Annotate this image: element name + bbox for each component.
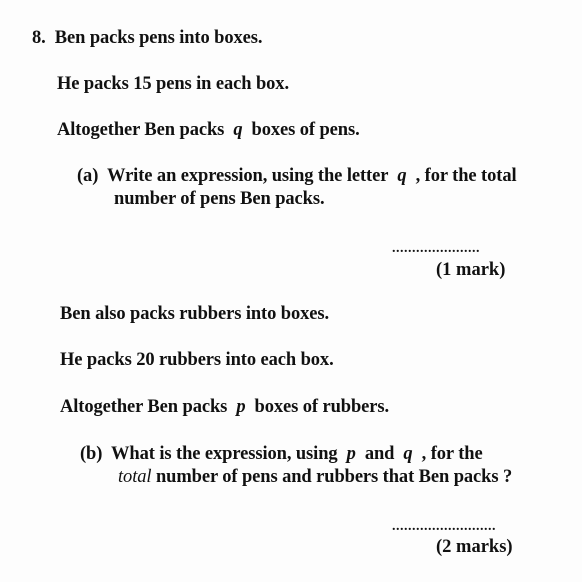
emphasized-total: total — [118, 467, 152, 487]
part-b-label: (b) — [80, 444, 103, 464]
rubbers-per-box-text: He packs 20 rubbers into each box. — [60, 350, 334, 370]
answer-line-a: ...................... — [392, 241, 480, 256]
marks-a: (1 mark) — [436, 260, 506, 280]
question-intro: Ben packs pens into boxes. — [54, 28, 263, 48]
pens-per-box-text: He packs 15 pens in each box. — [57, 74, 289, 94]
marks-b: (2 marks) — [436, 537, 513, 557]
rubbers-total-text: Altogether Ben packs p boxes of rubbers. — [60, 397, 390, 417]
variable-p: p — [236, 397, 246, 417]
variable-q: q — [233, 120, 243, 140]
part-a-line2: number of pens Ben packs. — [114, 189, 325, 209]
question-number: 8. — [32, 28, 46, 48]
part-a-label: (a) — [77, 166, 99, 186]
pens-total-text: Altogether Ben packs q boxes of pens. — [57, 120, 360, 140]
rubbers-intro: Ben also packs rubbers into boxes. — [60, 304, 330, 324]
part-b-line1: (b) What is the expression, using p and q , for the — [80, 444, 483, 464]
answer-line-b: .......................... — [392, 519, 496, 534]
variable-q: q — [397, 166, 407, 186]
part-b-line2: total number of pens and rubbers that Ben packs ? — [118, 467, 513, 487]
part-a-line1: (a) Write an expression, using the letter q , for the total — [77, 166, 517, 186]
variable-q: q — [403, 444, 413, 464]
variable-p: p — [346, 444, 356, 464]
question-heading — [32, 28, 262, 49]
